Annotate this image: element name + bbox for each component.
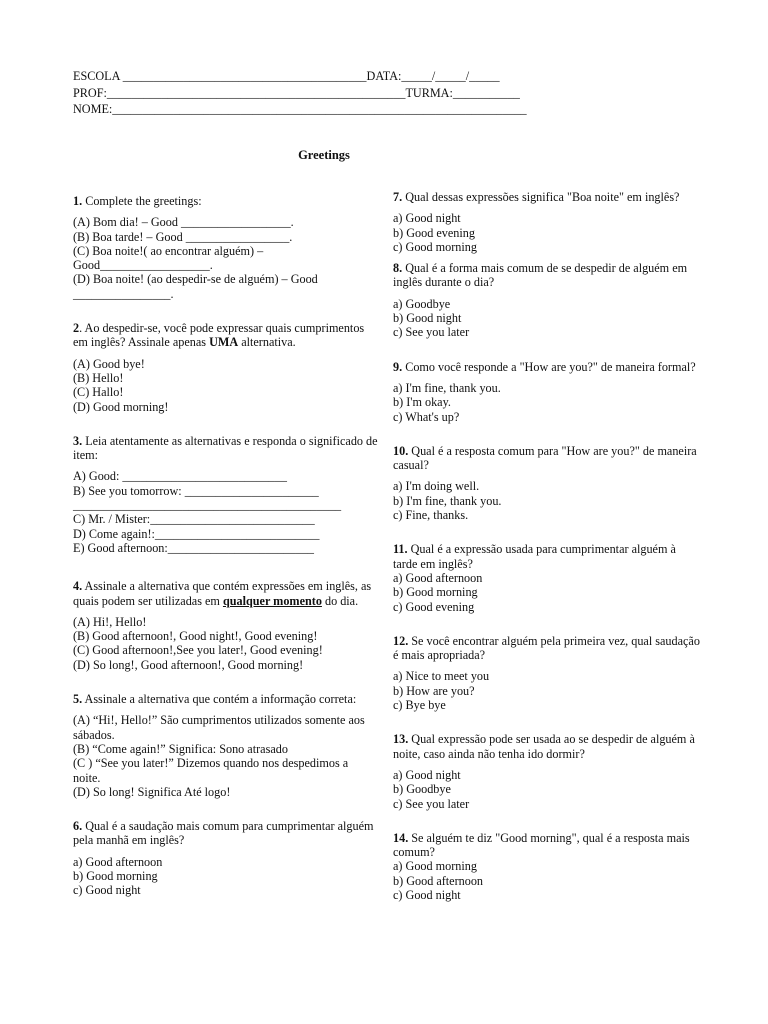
question-text: Qual expressão pode ser usada ao se despedir de alguém à noite, caso ainda não tenha ido dormir? [393, 732, 695, 761]
option: c) Fine, thanks. [393, 508, 469, 523]
question-text: . Ao despedir-se, você pode expressar quais cumprimentos em inglês? Assinale apenas [73, 321, 365, 350]
teacher-class-line: PROF:_________________________________________________TURMA:___________ [73, 85, 520, 100]
question-7-options [393, 211, 703, 254]
option: b) Good afternoon [393, 873, 484, 888]
question-text: Qual é a resposta comum para "How are you?" de maneira casual? [393, 443, 697, 473]
option: a) Nice to meet you [393, 669, 490, 684]
option: c) Good night [73, 883, 141, 898]
question-number: 8. [393, 261, 403, 276]
option: b) I'm okay. [393, 395, 451, 410]
question-number: 14. [393, 830, 409, 845]
question-11-options [393, 571, 703, 614]
option: b) How are you? [393, 683, 475, 698]
option: a) Good afternoon [73, 854, 163, 869]
option: a) I'm doing well. [393, 479, 480, 494]
left-column [73, 194, 378, 898]
option: (A) Bom dia! – Good __________________. [73, 215, 294, 230]
option: c) Good night [393, 887, 461, 902]
question-12 [393, 634, 703, 663]
question-8-options [393, 297, 703, 340]
question-text: Se você encontrar alguém pela primeira vez, qual saudação é mais apropriada? [393, 633, 700, 663]
option: Good__________________. [73, 258, 213, 273]
option: (C) Hallo! [73, 385, 124, 400]
option: A) Good: ___________________________ [73, 469, 287, 484]
worksheet-header [73, 69, 543, 119]
option: (A) Hi!, Hello! [73, 614, 147, 629]
question-emphasis: UMA [209, 335, 239, 350]
school-date-line: ESCOLA ________________________________________DATA:_____/_____/_____ [73, 69, 500, 83]
option: (D) So long! Significa Até logo! [73, 784, 231, 799]
option: a) I'm fine, thank you. [393, 380, 501, 395]
question-3 [73, 434, 378, 463]
option: a) Good afternoon [393, 570, 483, 585]
option: b) I'm fine, thank you. [393, 493, 502, 508]
question-text: Qual é a forma mais comum de se despedir de alguém em inglês durante o dia? [393, 261, 688, 290]
question-6-options [73, 855, 378, 898]
question-number: 1. [73, 194, 83, 208]
question-8 [393, 261, 703, 290]
option: E) Good afternoon:________________________ [73, 540, 315, 555]
option: C) Mr. / Mister:___________________________ [73, 512, 315, 527]
question-5 [73, 692, 378, 706]
question-text: Assinale a alternativa que contém a informação correta: [82, 692, 357, 707]
question-number: 9. [393, 359, 403, 374]
question-13-options [393, 768, 703, 811]
question-4-options [73, 615, 378, 672]
question-text: Qual é a saudação mais comum para cumprimentar alguém pela manhã em inglês? [73, 819, 374, 848]
question-number: 11. [393, 542, 408, 557]
question-6 [73, 819, 378, 848]
option: a) Good night [393, 767, 461, 782]
question-emphasis: qualquer momento [222, 593, 322, 608]
question-text: Complete the greetings: [82, 194, 202, 208]
question-text: Qual dessas expressões significa "Boa noite" em inglês? [402, 190, 680, 204]
option: ____________________________________________ [73, 498, 342, 513]
question-11 [393, 542, 703, 571]
option: (D) Boa noite! (ao despedir-se de alguém) – Good [73, 272, 318, 287]
question-number: 6. [73, 819, 83, 834]
question-12-options [393, 669, 703, 712]
option: D) Come again!:___________________________ [73, 526, 320, 541]
option: (C) Boa noite!( ao encontrar alguém) – [73, 243, 264, 258]
option: a) Good morning [393, 859, 477, 874]
question-number: 7. [393, 190, 403, 204]
question-10 [393, 444, 703, 473]
option: b) Goodbye [393, 782, 451, 797]
option: c) See you later [393, 325, 470, 340]
option: (A) Good bye! [73, 356, 145, 371]
option: a) Good night [393, 211, 461, 226]
option: b) Good morning [73, 868, 158, 883]
question-text: Leia atentamente as alternativas e responda o significado de item: [73, 433, 378, 463]
option: (B) Hello! [73, 370, 124, 385]
option: (C) Good afternoon!,See you later!, Good evening! [73, 643, 323, 658]
question-number: 5. [73, 692, 83, 707]
question-1-options [73, 215, 378, 301]
question-2-options [73, 357, 378, 414]
option: b) Good evening [393, 225, 475, 240]
question-number: 12. [393, 633, 409, 648]
question-13 [393, 732, 703, 761]
option: (B) “Come again!” Significa: Sono atrasado [73, 741, 288, 756]
question-number: 10. [393, 443, 409, 458]
question-5-options [73, 713, 378, 799]
option: (B) Good afternoon!, Good night!, Good evening! [73, 629, 318, 644]
option: (D) So long!, Good afternoon!, Good morning! [73, 657, 304, 672]
question-text: Assinale a alternativa que contém expressões em inglês, as quais podem ser utilizadas em [73, 579, 372, 608]
question-text: Qual é a expressão usada para cumprimentar alguém à tarde em inglês? [393, 542, 676, 571]
option: (B) Boa tarde! – Good _________________. [73, 229, 293, 244]
worksheet-title: Greetings [298, 148, 350, 162]
question-number: 2 [73, 321, 80, 336]
question-9 [393, 360, 703, 374]
question-1 [73, 194, 378, 208]
question-14 [393, 831, 703, 860]
question-10-options [393, 479, 703, 522]
option: a) Goodbye [393, 296, 451, 311]
question-2 [73, 321, 378, 350]
option: B) See you tomorrow: ______________________ [73, 483, 319, 498]
question-9-options [393, 381, 703, 424]
question-text: Se alguém te diz "Good morning", qual é a resposta mais comum? [393, 830, 690, 860]
option: (D) Good morning! [73, 399, 169, 414]
option: b) Good night [393, 311, 462, 326]
question-number: 3. [73, 433, 83, 448]
question-text: Como você responde a "How are you?" de maneira formal? [402, 359, 696, 374]
option: c) What's up? [393, 409, 460, 424]
student-name-line: NOME:____________________________________________________________________ [73, 102, 527, 116]
option: c) Good evening [393, 599, 475, 614]
option: c) Good morning [393, 239, 477, 254]
question-text: do dia. [321, 593, 359, 608]
question-4 [73, 579, 378, 608]
question-number: 4. [73, 579, 83, 594]
question-3-options [73, 469, 378, 555]
question-number: 13. [393, 732, 409, 747]
option: (A) “Hi!, Hello!” São cumprimentos utilizados somente aos sábados. [73, 713, 365, 742]
question-text: alternativa. [238, 335, 296, 350]
option: ________________. [73, 286, 174, 301]
question-14-options [393, 859, 703, 902]
question-7 [393, 190, 703, 204]
option: (C ) “See you later!” Dizemos quando nos despedimos a noite. [73, 756, 349, 785]
option: c) Bye bye [393, 698, 446, 713]
option: b) Good morning [393, 585, 478, 600]
right-column [393, 190, 703, 902]
option: c) See you later [393, 796, 470, 811]
